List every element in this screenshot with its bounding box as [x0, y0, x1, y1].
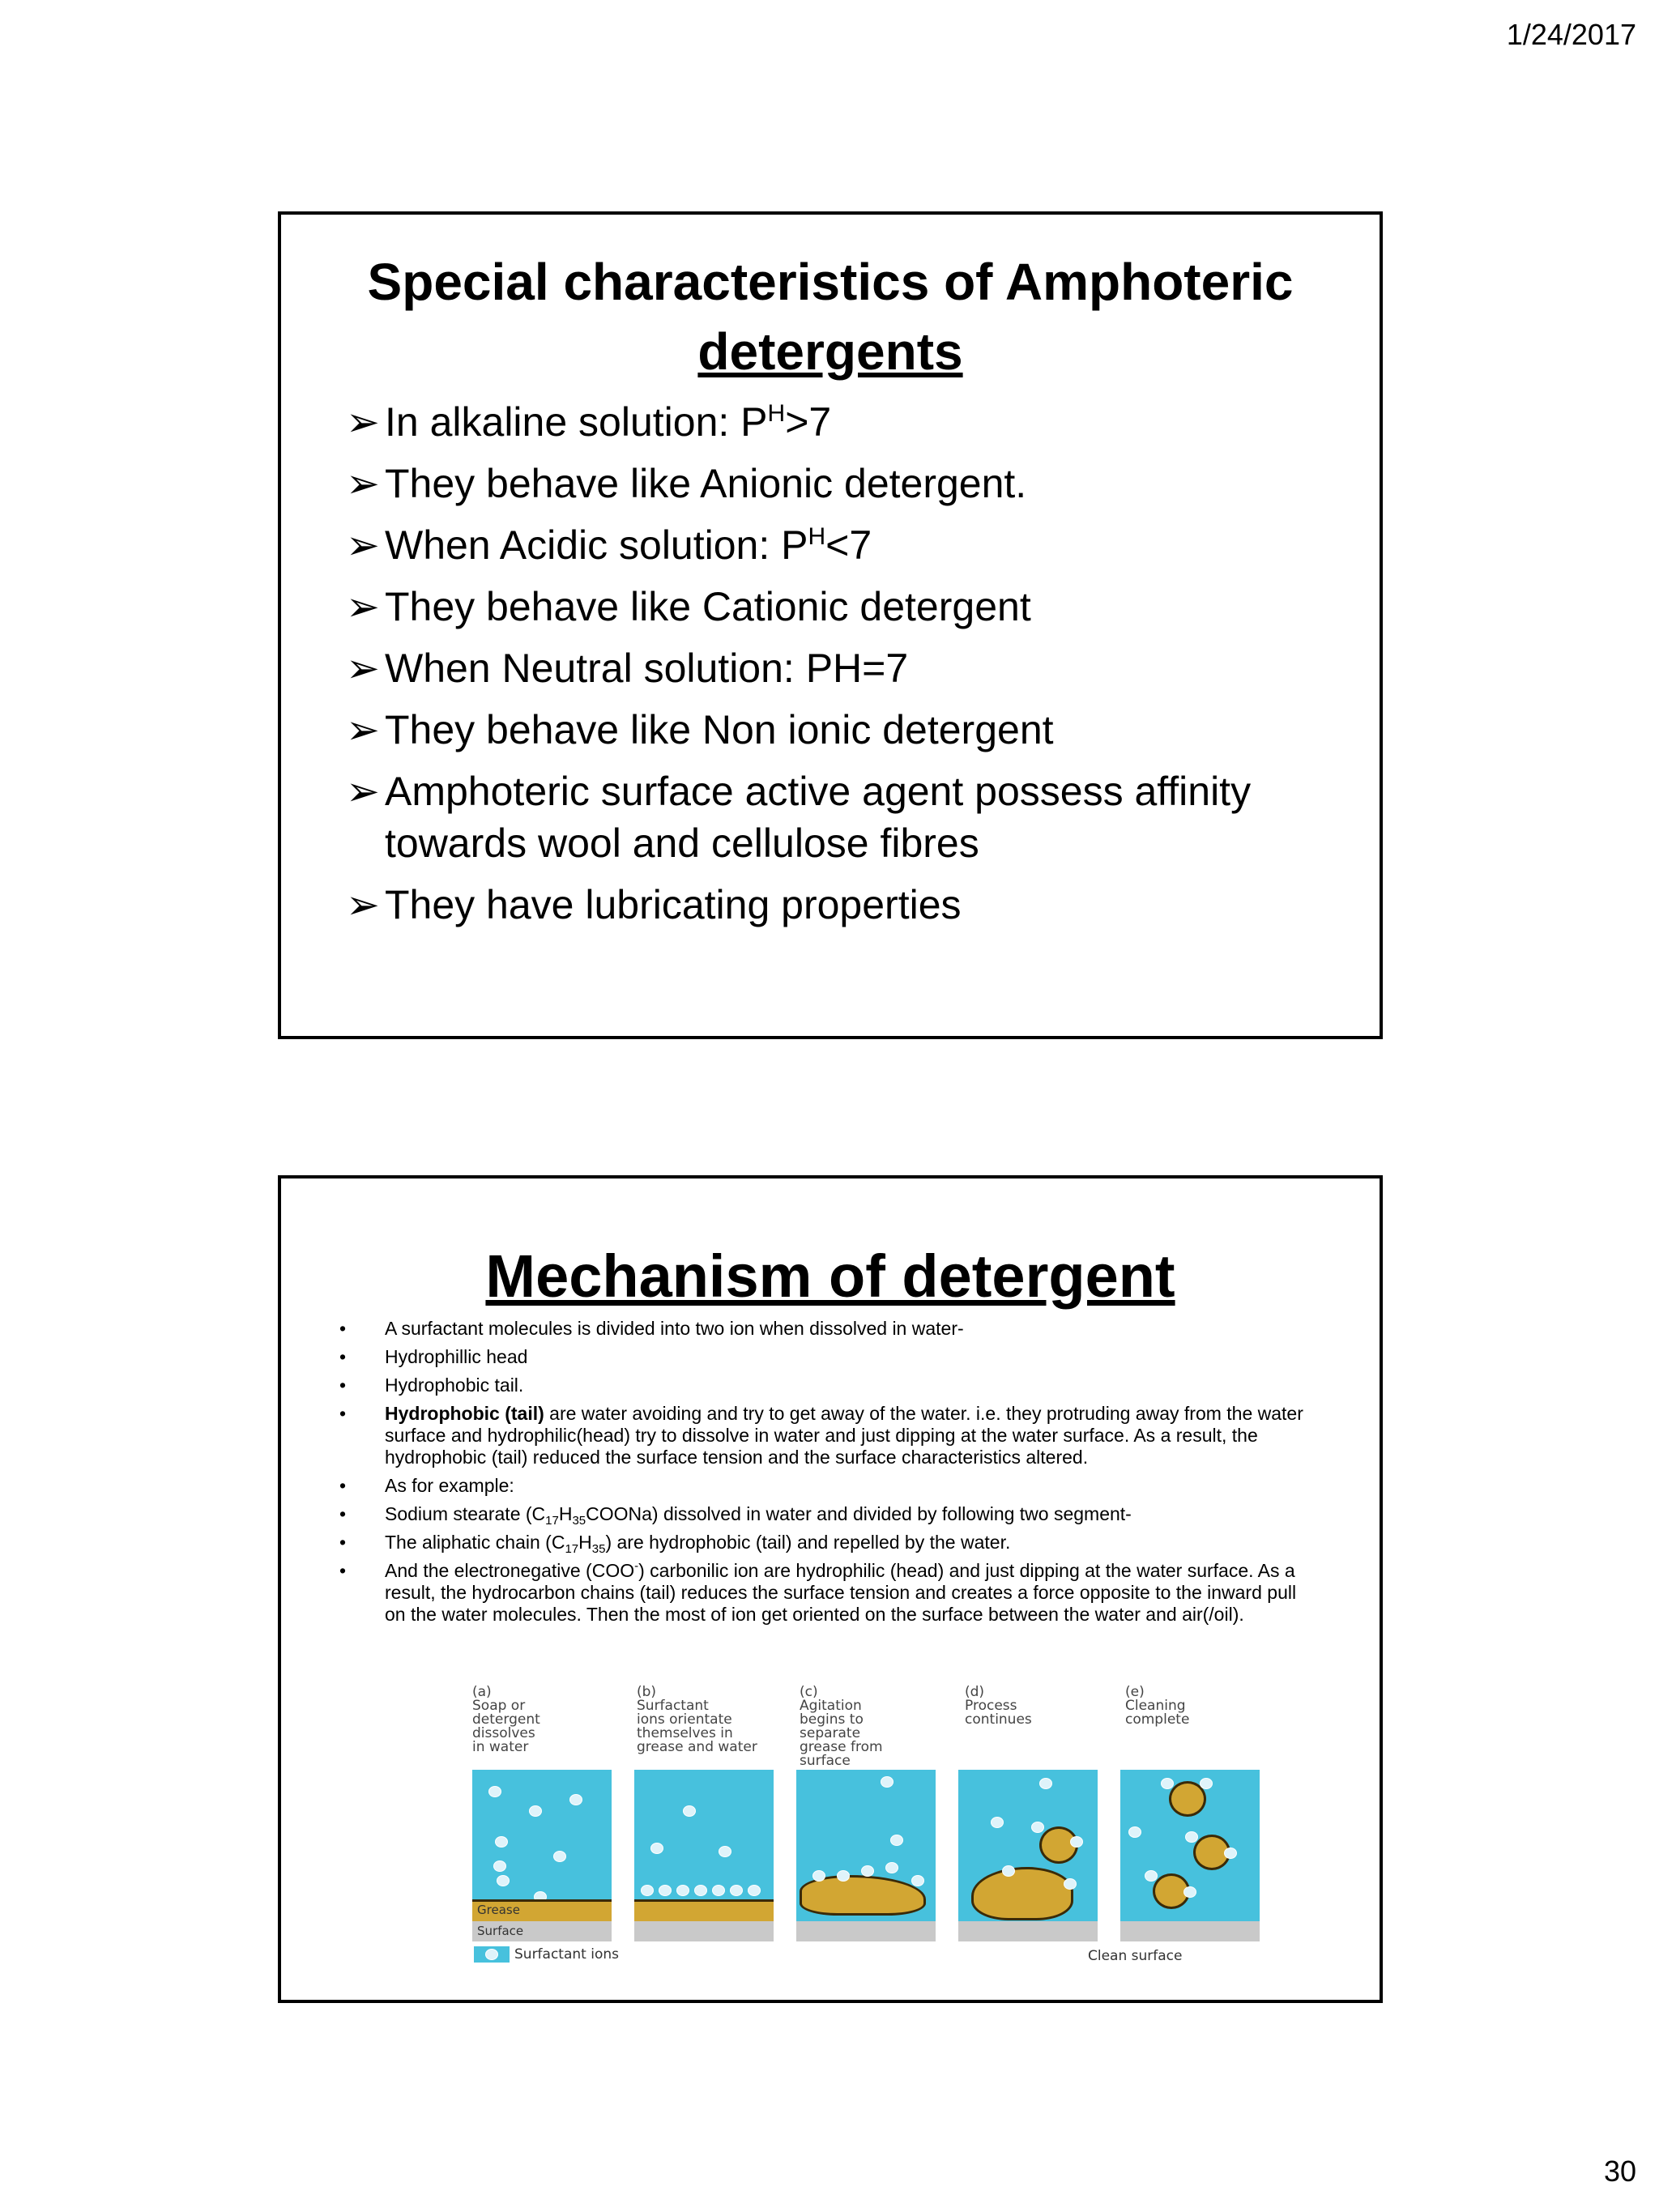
surface-layer	[1120, 1921, 1260, 1941]
bullet-icon: •	[339, 1403, 347, 1424]
list-item	[339, 1503, 1311, 1528]
surfactant-ion-icon	[881, 1776, 893, 1788]
slide1-title-line1: Special characteristics of Amphoteric	[367, 253, 1294, 311]
surfactant-ion-icon	[529, 1805, 542, 1817]
panel-b-ions-orientate	[634, 1770, 774, 1941]
surfactant-ion-icon	[650, 1843, 663, 1854]
item-text: In alkaline solution: P	[385, 399, 768, 445]
list-item	[346, 642, 1380, 694]
item-text: H	[578, 1532, 592, 1553]
superscript: H	[767, 400, 786, 427]
slide1-title-line2: detergents	[697, 322, 963, 381]
surfactant-ion-icon	[861, 1865, 874, 1877]
list-item	[339, 1532, 1311, 1554]
step-caption-e: (e) Cleaning complete	[1125, 1684, 1190, 1728]
list-item	[339, 1475, 1311, 1497]
slide2-title: Mechanism of detergent	[485, 1242, 1175, 1310]
item-text: Sodium stearate (C	[385, 1503, 546, 1524]
item-text: ) are hydrophobic (tail) and repelled by the water.	[605, 1532, 1011, 1553]
surfactant-ion-icon	[991, 1817, 1004, 1828]
item-text: >7	[785, 399, 832, 445]
item-text: ) carbonilic ion are hydrophilic (head) and just dipping at the water surface. As a result, the hydrocarbon chains (tail) reduces the surface tension and creates a force opposite to the inward pull on the water molecules. Then the most of ion get oriented on the surface between the water and air(/oil).	[385, 1560, 1297, 1625]
item-text: are water avoiding and try to get away of the water. i.e. they protruding away from the water surface and hydrophilic(head) try to dissolve in water and just dipping at the water surface. As a result, the hydrophobic (tail) reduced the surface tension and the surface characteristics altered.	[385, 1403, 1303, 1468]
surfactant-ion-icon	[911, 1875, 924, 1886]
step-caption-c: (c) Agitation begins to separate grease from surface	[800, 1684, 883, 1769]
panel-a-detergent-dissolves	[472, 1770, 612, 1941]
surfactant-ion-icon	[1224, 1848, 1237, 1859]
item-text: H	[558, 1503, 573, 1524]
surfactant-ion-icon	[748, 1885, 761, 1896]
bullet-icon: •	[339, 1475, 347, 1496]
subscript: 17	[545, 1514, 559, 1528]
grease-label: Grease	[477, 1903, 520, 1917]
item-text: They behave like Non ionic detergent	[385, 707, 1054, 752]
panel-e-cleaning-complete	[1120, 1770, 1260, 1941]
item-text: They behave like Anionic detergent.	[385, 461, 1027, 506]
subscript: 35	[591, 1542, 606, 1556]
surfactant-ion-icon	[885, 1862, 898, 1873]
list-item	[339, 1403, 1311, 1468]
item-text: As for example:	[385, 1475, 514, 1496]
item-text: Hydrophillic head	[385, 1346, 528, 1367]
bullet-icon: •	[339, 1346, 347, 1367]
step-caption-a: (a) Soap or detergent dissolves in water	[472, 1684, 540, 1755]
page-date: 1/24/2017	[1506, 18, 1636, 51]
surfactant-ion-icon	[712, 1885, 725, 1896]
item-text: Amphoteric surface active agent possess affinity towards wool and cellulose fibres	[385, 769, 1252, 866]
subscript: 35	[572, 1514, 586, 1528]
surfactant-ion-icon	[495, 1836, 508, 1848]
surfactant-ion-icon	[719, 1846, 731, 1857]
arrow-bullet-icon: ➢	[346, 584, 380, 629]
slide-amphoteric-characteristics	[278, 211, 1383, 1039]
bullet-icon: •	[339, 1375, 347, 1396]
item-text: They have lubricating properties	[385, 882, 962, 927]
surfactant-ion-icon	[730, 1885, 743, 1896]
item-text: <7	[825, 522, 872, 568]
item-bold-text: Hydrophobic (tail)	[385, 1403, 544, 1424]
surfactant-ion-icon	[812, 1870, 825, 1882]
surfactant-ion-icon	[493, 1860, 506, 1872]
list-item	[346, 581, 1380, 633]
surface-layer	[958, 1921, 1098, 1941]
legend-label: Surfactant ions	[514, 1946, 619, 1963]
grease-blob	[971, 1867, 1073, 1920]
surfactant-ion-icon	[641, 1885, 654, 1896]
superscript: -	[634, 1559, 639, 1573]
surfactant-ion-icon	[683, 1805, 696, 1817]
list-item	[346, 704, 1380, 756]
slide1-bullet-list	[281, 396, 1380, 931]
step-caption-d: (d) Process continues	[965, 1684, 1032, 1728]
list-item	[346, 879, 1380, 931]
surfactant-ion-icon	[1183, 1886, 1196, 1898]
legend-swatch	[474, 1946, 510, 1963]
surfactant-ion-icon	[890, 1835, 903, 1846]
surfactant-ion-icon	[837, 1870, 850, 1882]
superscript: H	[808, 523, 826, 550]
item-text: When Neutral solution: PH=7	[385, 646, 909, 691]
surfactant-ion-icon	[485, 1949, 498, 1960]
surfactant-ion-icon	[1185, 1831, 1198, 1843]
item-text: A surfactant molecules is divided into two ion when dissolved in water-	[385, 1318, 964, 1339]
surfactant-ion-icon	[1200, 1778, 1213, 1789]
bullet-icon: •	[339, 1560, 347, 1581]
surfactant-ion-icon	[569, 1794, 582, 1805]
surfactant-ion-icon	[497, 1875, 510, 1886]
surfactant-ion-icon	[1002, 1865, 1015, 1877]
step-caption-b: (b) Surfactant ions orientate themselves in grease and water	[637, 1684, 757, 1755]
grease-layer	[634, 1899, 774, 1921]
list-item	[346, 519, 1380, 571]
bullet-icon: •	[339, 1503, 347, 1524]
surfactant-ion-icon	[1070, 1836, 1083, 1848]
surfactant-ion-icon	[1031, 1822, 1044, 1833]
surfactant-ion-icon	[488, 1786, 501, 1797]
arrow-bullet-icon: ➢	[346, 646, 380, 691]
surfactant-ion-icon	[1039, 1778, 1052, 1789]
surface-layer	[796, 1921, 936, 1941]
surfactant-ion-icon	[694, 1885, 707, 1896]
surfactant-ion-icon	[553, 1851, 566, 1862]
arrow-bullet-icon: ➢	[346, 461, 380, 506]
panel-d-process-continues	[958, 1770, 1098, 1941]
surfactant-ion-icon	[676, 1885, 689, 1896]
slide1-title	[281, 247, 1380, 386]
surface-label: Surface	[477, 1924, 524, 1938]
surfactant-ion-icon	[1064, 1878, 1077, 1890]
item-text: COONa) dissolved in water and divided by following two segment-	[586, 1503, 1132, 1524]
arrow-bullet-icon: ➢	[346, 882, 380, 927]
arrow-bullet-icon: ➢	[346, 707, 380, 752]
list-item	[339, 1346, 1311, 1368]
list-item	[346, 396, 1380, 448]
item-text: When Acidic solution: P	[385, 522, 808, 568]
list-item	[339, 1375, 1311, 1396]
detergent-mechanism-figure	[472, 1684, 1250, 1964]
slide2-bullet-list	[281, 1318, 1311, 1626]
bullet-icon: •	[339, 1532, 347, 1553]
subscript: 17	[565, 1542, 579, 1556]
surface-layer	[634, 1921, 774, 1941]
surfactant-ion-icon	[659, 1885, 672, 1896]
arrow-bullet-icon: ➢	[346, 522, 380, 568]
list-item	[346, 765, 1380, 869]
item-text: And the electronegative (COO	[385, 1560, 635, 1581]
slide-mechanism-of-detergent	[278, 1175, 1383, 2003]
bullet-icon: •	[339, 1318, 347, 1339]
arrow-bullet-icon: ➢	[346, 769, 380, 814]
list-item	[346, 458, 1380, 509]
page-number: 30	[1603, 2154, 1636, 2188]
list-item	[339, 1318, 1311, 1340]
panel-c-agitation	[796, 1770, 936, 1941]
item-text: Hydrophobic tail.	[385, 1375, 524, 1396]
surfactant-ion-icon	[1145, 1870, 1158, 1882]
list-item	[339, 1560, 1311, 1626]
surfactant-ion-icon	[1128, 1826, 1141, 1838]
item-text: They behave like Cationic detergent	[385, 584, 1031, 629]
item-text: The aliphatic chain (C	[385, 1532, 565, 1553]
clean-surface-label: Clean surface	[1088, 1948, 1183, 1964]
surfactant-ion-icon	[1161, 1778, 1174, 1789]
arrow-bullet-icon: ➢	[346, 399, 380, 445]
